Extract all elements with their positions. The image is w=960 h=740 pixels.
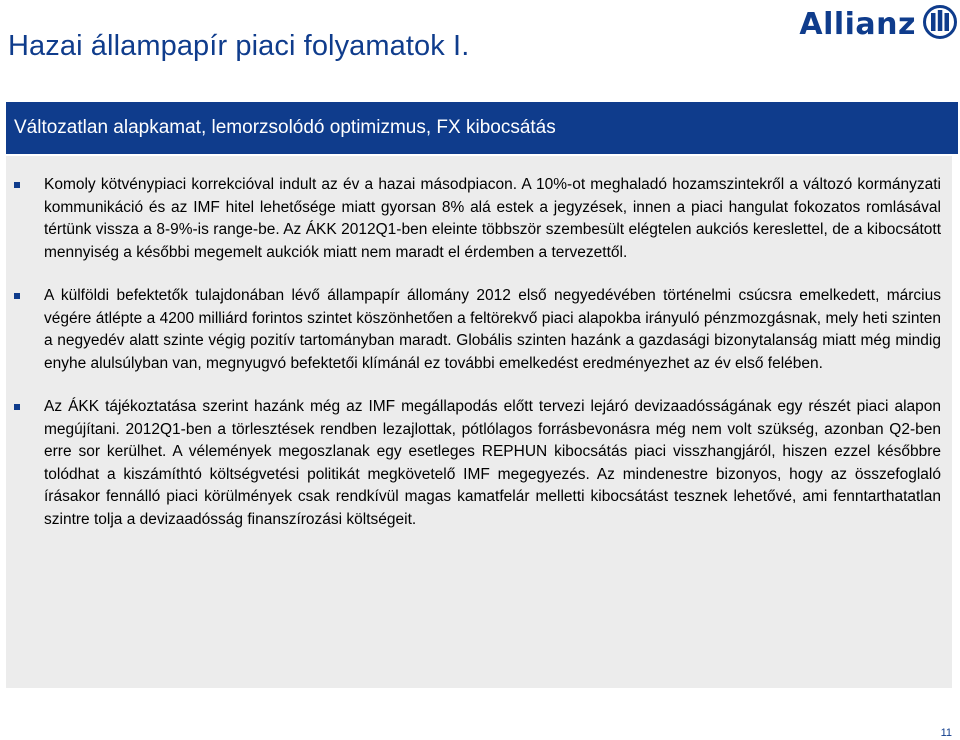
logo-wordmark: Allianz (799, 7, 916, 42)
bullet-item (44, 174, 941, 264)
allianz-eagle-icon (922, 4, 958, 45)
slide-title: Hazai állampapír piaci folyamatok I. (8, 30, 470, 62)
slide-subtitle: Változatlan alapkamat, lemorzsolódó optimizmus, FX kibocsátás (14, 117, 556, 138)
allianz-logo (799, 4, 958, 45)
bullet-item (44, 285, 941, 375)
square-bullet-icon (14, 404, 20, 410)
bullet-item (44, 396, 941, 531)
bullet-text: A külföldi befektetők tulajdonában lévő állampapír állomány 2012 első negyedévében történelmi csúcsra emelkedett, március végére átlépte a 4200 milliárd forintos szintet köszönhetően a feltörekvő piaci alapokba irányuló pénzmozgásnak, mely heti szinten a negyedév alatt szinte végig pozitív tartományban maradt. Globális szinten hazánk a gazdasági bizonytalanság miatt még mindig enyhe alulsúlyban van, megnyugvó befektetői klímánál ez további emelkedést eredményezhet az év első felében. (44, 287, 941, 372)
bullet-text: Az ÁKK tájékoztatása szerint hazánk még az IMF megállapodás előtt tervezi lejáró devizaadósságának egy részét piaci alapon megújítani. 2012Q1-ben a törlesztések rendben lezajlottak, pótlólagos forrásbevonásra még nem volt szükség, azonban Q2-ben erre sor kerülhet. A vélemények megoszlanak egy esetleges REPHUN kibocsátás piaci visszhangjáról, hiszen ezzel későbbre tolódhat a kiszámíthtó költségvetési politikát megkövetelő IMF megegyezés. Az mindenestre bizonyos, hogy az összefoglaló írásakor fennálló piaci körülmények csak rendkívül magas kamatfelár melletti kibocsátást tesznek lehetővé, ami fenntarthatatlan szintre tolja a devizaadósság finanszírozási költségeit. (44, 398, 941, 528)
page-number: 11 (940, 727, 952, 739)
content-panel (6, 156, 952, 688)
bullet-list (6, 174, 952, 531)
subtitle-banner (6, 102, 958, 154)
square-bullet-icon (14, 182, 20, 188)
bullet-text: Komoly kötvénypiaci korrekcióval indult az év a hazai másodpiacon. A 10%-ot meghaladó hozamszintekről a változó kormányzati kommunikáció és az IMF hitel lehetősége miatt gyorsan 8% alá estek a jegyzések, innen a piaci hangulat fokozatos romlásával tértünk vissza a 8-9%-is range-be. Az ÁKK 2012Q1-ben eleinte többször szembesült elégtelen aukciós kereslettel, de a kibocsátott mennyiség a későbbi megemelt aukciók miatt nem maradt el érdemben a tervezettől. (44, 176, 941, 261)
square-bullet-icon (14, 293, 20, 299)
